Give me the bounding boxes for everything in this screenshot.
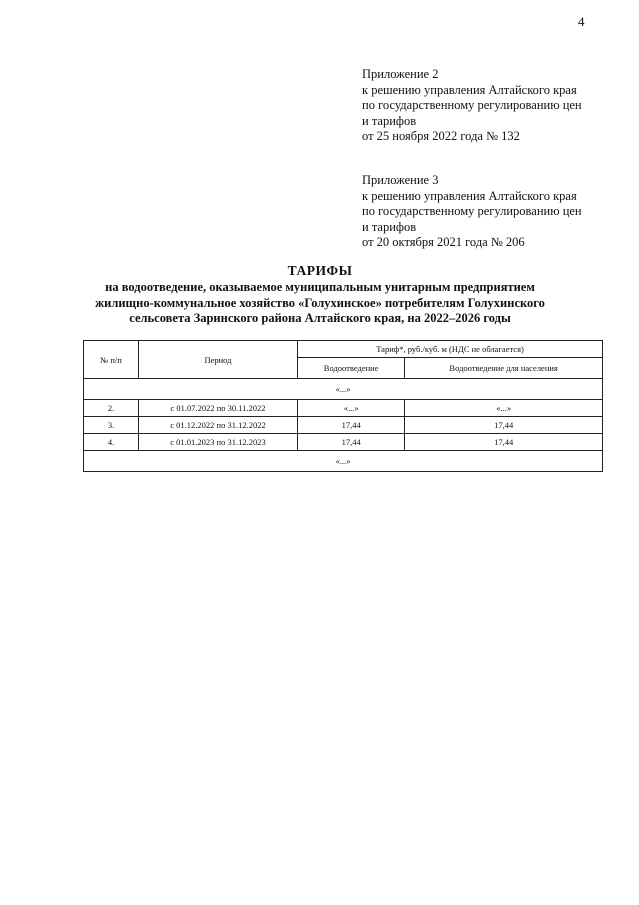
cell-wastewater-population: «...» (405, 400, 603, 417)
cell-wastewater-population: 17,44 (405, 434, 603, 451)
appendix-line: от 25 ноября 2022 года № 132 (362, 129, 520, 143)
appendix-3-header (362, 173, 582, 251)
cell-number: 2. (84, 400, 139, 417)
document-subtitle-line: сельсовета Заринского района Алтайского края, на 2022–2026 годы (129, 311, 511, 325)
table-row (84, 400, 603, 417)
header-number: № п/п (84, 341, 139, 379)
document-title: ТАРИФЫ (287, 263, 353, 278)
appendix-line: по государственному регулированию цен (362, 204, 582, 218)
header-period: Период (139, 341, 298, 379)
cell-wastewater: «...» (298, 400, 405, 417)
table-row (84, 417, 603, 434)
appendix-line: и тарифов (362, 219, 417, 234)
cell-number: 4. (84, 434, 139, 451)
appendix-line: по государственному регулированию цен (362, 98, 582, 112)
tariffs-table (83, 340, 603, 472)
cell-wastewater: 17,44 (298, 434, 405, 451)
cell-period: с 01.01.2023 по 31.12.2023 (139, 434, 298, 451)
appendix-line: Приложение 2 (362, 67, 439, 81)
appendix-line: от 20 октября 2021 года № 206 (362, 235, 525, 249)
header-tariff-group: Тариф*, руб./куб. м (НДС не облагается) (298, 341, 603, 358)
ellipsis-cell: «...» (84, 451, 603, 472)
table-row (84, 434, 603, 451)
table-header-row (84, 341, 603, 358)
document-title-block (60, 262, 580, 327)
cell-number: 3. (84, 417, 139, 434)
header-wastewater: Водоотведение (298, 358, 405, 379)
cell-period: с 01.12.2022 по 31.12.2022 (139, 417, 298, 434)
table-row-ellipsis (84, 379, 603, 400)
cell-period: с 01.07.2022 по 30.11.2022 (139, 400, 298, 417)
header-wastewater-population: Водоотведение для населения (405, 358, 603, 379)
cell-wastewater: 17,44 (298, 417, 405, 434)
page-number: 4 (578, 14, 585, 29)
appendix-line: и тарифов (362, 113, 417, 128)
ellipsis-cell: «...» (84, 379, 603, 400)
appendix-2-header (362, 67, 582, 145)
appendix-line: Приложение 3 (362, 173, 439, 187)
document-subtitle-line: жилищно-коммунальное хозяйство «Голухинское» потребителям Голухинского (95, 295, 545, 310)
document-subtitle-line: на водоотведение, оказываемое муниципальным унитарным предприятием (105, 280, 535, 294)
cell-wastewater-population: 17,44 (405, 417, 603, 434)
appendix-line: к решению управления Алтайского края (362, 188, 577, 203)
appendix-line: к решению управления Алтайского края (362, 82, 577, 97)
table-row-ellipsis (84, 451, 603, 472)
